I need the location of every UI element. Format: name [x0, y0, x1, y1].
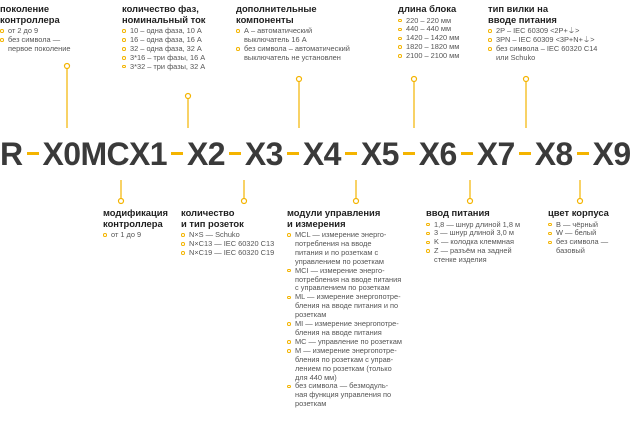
code-x9: X9	[592, 135, 631, 172]
option-text: без символа —	[8, 34, 61, 44]
option-text: ная функция управления по	[295, 390, 392, 400]
bullet-icon	[287, 349, 291, 353]
bullet-icon	[122, 47, 126, 51]
option-text: W — белый	[556, 228, 597, 238]
option-item	[103, 231, 168, 240]
option-text: потребления на вводе	[295, 238, 372, 248]
option-text: Z — разъём на задней	[434, 246, 512, 256]
option-text: без символа —	[556, 237, 609, 247]
block-title-line: длина блока	[398, 3, 457, 14]
bullet-icon	[236, 47, 240, 51]
bullet-icon	[426, 249, 430, 253]
option-list	[236, 27, 350, 63]
block-title-line: номинальный ток	[122, 13, 206, 25]
block-title-line: ввод питания	[426, 207, 490, 218]
block-title-line: контроллера	[103, 217, 163, 229]
code-dash	[577, 152, 589, 155]
block-title-line: контроллера	[0, 13, 60, 25]
block-title-line: дополнительные	[236, 3, 317, 14]
option-text: 220 – 220 мм	[406, 15, 452, 25]
option-text: для 440 мм)	[295, 372, 337, 382]
code-dash	[345, 152, 357, 155]
code-x5: X5	[360, 135, 399, 172]
option-text: выключатель не установлен	[244, 52, 341, 62]
bullet-icon	[287, 340, 291, 344]
bullet-icon	[398, 37, 402, 41]
option-text: 3PN – IEC 60309 <3P+N+⏚>	[496, 34, 595, 44]
block-title-line: и тип розеток	[181, 217, 244, 229]
option-text: 440 – 440 мм	[406, 24, 452, 34]
option-text: розеткам	[295, 399, 327, 409]
block-title-line: тип вилки на	[488, 3, 549, 14]
bullet-icon	[236, 29, 240, 33]
bullet-icon	[181, 251, 185, 255]
block-case-color	[548, 208, 609, 256]
option-list	[488, 27, 597, 63]
option-list	[0, 27, 70, 54]
bullet-icon	[122, 29, 126, 33]
code-dash	[403, 152, 415, 155]
bullet-icon	[426, 223, 430, 227]
block-title	[122, 4, 205, 25]
option-text: без символа – автоматический	[244, 43, 350, 53]
bullet-icon	[103, 233, 107, 237]
bullet-icon	[398, 19, 402, 23]
option-text: K — колодка клеммная	[434, 237, 515, 247]
option-text: без символа – IEC 60320 C14	[496, 43, 598, 53]
option-text: первое поколение	[8, 43, 71, 53]
block-title-line: количество фаз,	[122, 3, 199, 14]
option-text: базовый	[556, 246, 585, 256]
option-text: розеткам	[295, 310, 327, 320]
code-x6: X6	[418, 135, 457, 172]
option-list	[398, 17, 459, 62]
option-item	[398, 52, 459, 61]
bullet-icon	[426, 241, 430, 245]
option-text: 2P – IEC 60309 <2P+⏚>	[496, 26, 580, 35]
option-text: от 1 до 9	[111, 230, 142, 239]
bullet-icon	[548, 223, 552, 227]
block-title-line: вводе питания	[488, 13, 557, 25]
option-text: 3 — шнур длиной 3,0 м	[434, 228, 514, 238]
bullet-icon	[0, 38, 4, 42]
bullet-icon	[122, 65, 126, 69]
block-title-line: цвет корпуса	[548, 207, 609, 218]
bullet-icon	[287, 296, 291, 300]
block-controller-generation	[0, 4, 70, 54]
option-text: N×C19 — IEC 60320 C19	[189, 247, 275, 257]
code-x7: X7	[476, 135, 515, 172]
block-title-line: поколение	[0, 3, 50, 14]
option-text: с управлением по розеткам	[295, 283, 390, 293]
block-power-input	[426, 208, 520, 265]
option-text: MI — измерение энергопотре-	[295, 319, 399, 329]
option-item	[426, 256, 520, 265]
option-text: 3*32 – три фазы, 32 А	[130, 61, 206, 71]
code-x2: X2	[186, 135, 225, 172]
bullet-icon	[426, 232, 430, 236]
option-item	[236, 54, 350, 63]
block-title	[548, 208, 609, 219]
bullet-icon	[548, 241, 552, 245]
option-list	[103, 231, 168, 240]
bullet-icon	[287, 233, 291, 237]
option-text: бления по розеткам с управ-	[295, 354, 394, 364]
bullet-icon	[287, 269, 291, 273]
block-control-modules	[287, 208, 402, 409]
block-title-line: и измерения	[287, 217, 346, 229]
option-text: выключатель 16 А	[244, 34, 307, 44]
block-title-line: модули управления	[287, 207, 381, 218]
option-text: ML — измерение энергопотре-	[295, 292, 401, 302]
option-text: 1,8 — шнур длиной 1,8 м	[434, 219, 521, 229]
block-title-line: количество	[181, 207, 235, 218]
block-title	[287, 208, 402, 229]
bullet-icon	[181, 242, 185, 246]
option-text: N×S — Schuko	[189, 230, 240, 239]
block-phases-current	[122, 4, 205, 72]
bullet-icon	[488, 29, 492, 33]
option-item	[181, 249, 274, 258]
option-item	[548, 247, 609, 256]
option-item	[488, 54, 597, 63]
option-text: лением по розеткам (только	[295, 363, 392, 373]
option-text: или Schuko	[496, 52, 536, 62]
option-text: N×C13 — IEC 60320 C13	[189, 238, 275, 248]
bullet-icon	[181, 233, 185, 237]
option-text: А – автоматический	[244, 26, 313, 35]
block-title	[0, 4, 70, 25]
option-list	[122, 27, 205, 72]
code-dash	[287, 152, 299, 155]
bullet-icon	[398, 28, 402, 32]
option-list	[426, 221, 520, 266]
code-dash	[519, 152, 531, 155]
option-text: 32 – одна фаза, 32 А	[130, 43, 202, 53]
block-title	[236, 4, 350, 25]
bullet-icon	[488, 38, 492, 42]
bullet-icon	[287, 322, 291, 326]
code-x4: X4	[302, 135, 341, 172]
code-x0mcx1: X0MCX1	[42, 135, 167, 172]
code-dash	[27, 152, 39, 155]
option-text: питания и по розеткам с	[295, 247, 379, 257]
option-text: B — чёрный	[556, 219, 599, 229]
code-dash	[171, 152, 183, 155]
bullet-icon	[122, 56, 126, 60]
option-text: 1820 – 1820 мм	[406, 42, 460, 52]
block-plug-type	[488, 4, 597, 63]
option-text: MC — управление по розеткам	[295, 336, 402, 346]
option-text: MCL — измерение энерго-	[295, 230, 387, 239]
block-controller-modification	[103, 208, 168, 240]
option-item	[122, 63, 205, 72]
block-title	[426, 208, 520, 219]
option-text: 3*16 – три фазы, 16 А	[130, 52, 206, 62]
block-title-line: компоненты	[236, 13, 294, 25]
block-title-line: модификация	[103, 207, 168, 218]
code-r: R	[0, 135, 23, 172]
option-text: M — измерение энергопотре-	[295, 345, 397, 355]
code-x3: X3	[244, 135, 283, 172]
option-item	[0, 45, 70, 54]
option-text: потребления на вводе питания	[295, 274, 402, 284]
block-title	[488, 4, 597, 25]
option-text: 16 – одна фаза, 16 А	[130, 34, 202, 44]
option-text: 1420 – 1420 мм	[406, 33, 460, 43]
option-text: бления на вводе питания	[295, 327, 382, 337]
bullet-icon	[398, 54, 402, 58]
bullet-icon	[548, 232, 552, 236]
block-extra-components	[236, 4, 350, 63]
option-text: от 2 до 9	[8, 26, 39, 35]
block-title	[181, 208, 274, 229]
bullet-icon	[0, 29, 4, 33]
bullet-icon	[287, 385, 291, 389]
option-text: 10 – одна фаза, 10 А	[130, 26, 202, 35]
block-sockets	[181, 208, 274, 258]
option-text: без символа — безмодуль-	[295, 381, 389, 391]
option-text: стенке изделия	[434, 255, 487, 265]
option-text: 2100 – 2100 мм	[406, 51, 460, 61]
block-unit-length	[398, 4, 459, 61]
model-code	[0, 134, 631, 174]
code-x8: X8	[534, 135, 573, 172]
option-text: бления на вводе питания и по	[295, 301, 399, 311]
block-title	[398, 4, 459, 15]
bullet-icon	[488, 47, 492, 51]
option-list	[181, 231, 274, 258]
option-text: MCI — измерение энерго-	[295, 265, 385, 275]
option-list	[287, 231, 402, 409]
block-title	[103, 208, 168, 229]
code-dash	[461, 152, 473, 155]
bullet-icon	[122, 38, 126, 42]
option-item	[287, 400, 402, 409]
option-text: управлением по розеткам	[295, 256, 384, 266]
option-list	[548, 221, 609, 257]
bullet-icon	[398, 45, 402, 49]
code-dash	[229, 152, 241, 155]
